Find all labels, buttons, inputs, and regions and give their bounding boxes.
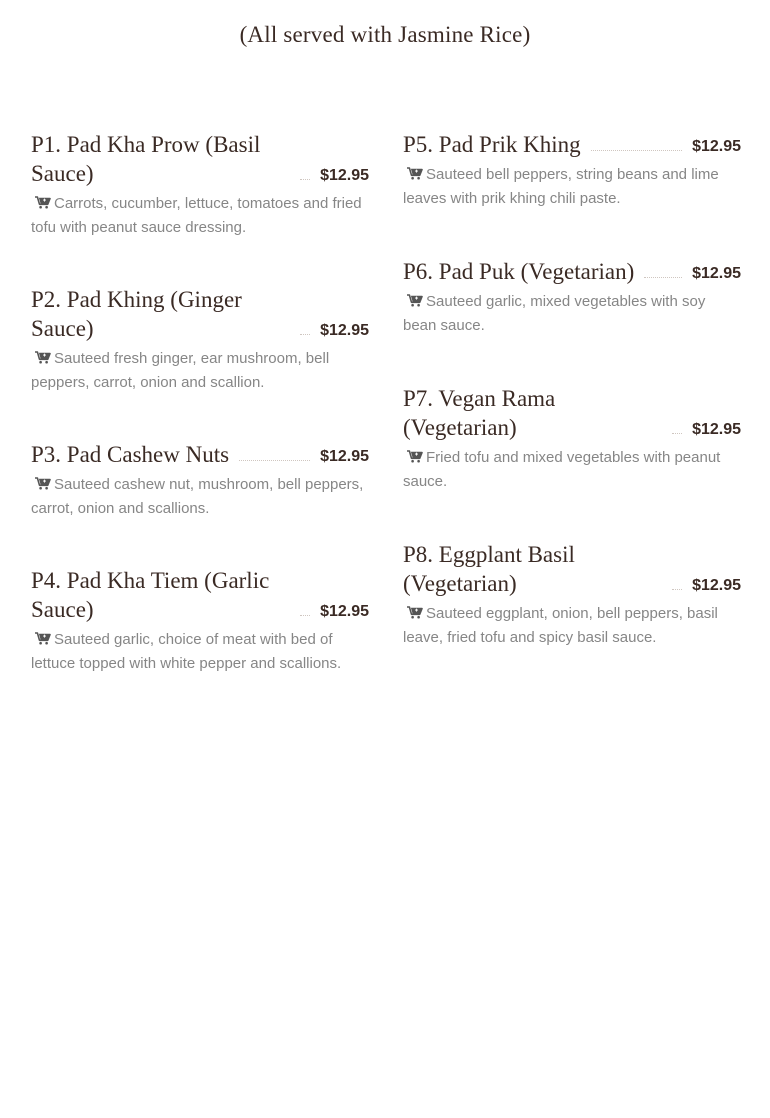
dotted-leader xyxy=(239,460,310,461)
menu-item-price: $12.95 xyxy=(320,448,369,465)
menu-item xyxy=(31,566,369,676)
menu-item-description-text: Sauteed garlic, choice of meat with bed of lettuce topped with white pepper and scallions. xyxy=(31,631,342,672)
dotted-leader xyxy=(591,150,682,151)
menu-item xyxy=(403,257,741,338)
menu-item-description xyxy=(31,628,369,676)
menu-item-header xyxy=(31,440,369,469)
cart-icon[interactable] xyxy=(407,450,423,463)
menu-item-description xyxy=(403,163,741,211)
menu-item-description-text: Carrots, cucumber, lettuce, tomatoes and fried tofu with peanut sauce dressing. xyxy=(31,195,362,236)
menu-item xyxy=(31,130,369,240)
menu-item-price: $12.95 xyxy=(320,322,369,339)
menu-item-description xyxy=(403,602,741,650)
menu-column-right xyxy=(403,130,741,696)
menu-item-name: P1. Pad Kha Prow (Basil Sauce) xyxy=(31,132,261,186)
cart-icon[interactable] xyxy=(407,606,423,619)
menu-item xyxy=(403,130,741,211)
menu-column-left xyxy=(31,130,369,721)
menu-item xyxy=(403,540,741,650)
dotted-leader xyxy=(672,433,682,434)
dotted-leader xyxy=(300,615,310,616)
menu-item-name: P3. Pad Cashew Nuts xyxy=(31,442,230,467)
menu-subtitle: (All served with Jasmine Rice) xyxy=(239,22,531,47)
menu-item-header xyxy=(31,130,369,188)
menu-item-name: P8. Eggplant Basil (Vegetarian) xyxy=(403,542,575,596)
dotted-leader xyxy=(300,179,310,180)
menu-item-price: $12.95 xyxy=(320,603,369,620)
dotted-leader xyxy=(672,589,682,590)
cart-icon[interactable] xyxy=(407,167,423,180)
menu-item-name: P5. Pad Prik Khing xyxy=(403,132,581,157)
menu-item-description xyxy=(403,446,741,494)
menu-item-header xyxy=(403,384,741,442)
menu-item-description-text: Fried tofu and mixed vegetables with peanut sauce. xyxy=(403,449,721,490)
menu-item-header xyxy=(31,285,369,343)
cart-icon[interactable] xyxy=(35,196,51,209)
menu-item-description-text: Sauteed bell peppers, string beans and lime leaves with prik khing chili paste. xyxy=(403,166,719,207)
menu-item-description-text: Sauteed cashew nut, mushroom, bell peppers, carrot, onion and scallions. xyxy=(31,476,364,517)
cart-icon[interactable] xyxy=(35,351,51,364)
menu-item-description-text: Sauteed eggplant, onion, bell peppers, basil leave, fried tofu and spicy basil sauce. xyxy=(403,605,718,646)
cart-icon[interactable] xyxy=(407,294,423,307)
cart-icon[interactable] xyxy=(35,477,51,490)
menu-item xyxy=(31,285,369,395)
menu-item-name: P6. Pad Puk (Vegetarian) xyxy=(403,259,635,284)
dotted-leader xyxy=(644,277,682,278)
menu-item-description xyxy=(31,192,369,240)
menu-item-description xyxy=(31,473,369,521)
menu-item-price: $12.95 xyxy=(692,138,741,155)
menu-item-price: $12.95 xyxy=(692,577,741,594)
menu-item-header xyxy=(403,130,741,159)
menu-item-description xyxy=(403,290,741,338)
menu-item-description-text: Sauteed garlic, mixed vegetables with soy bean sauce. xyxy=(403,293,706,334)
menu-item-price: $12.95 xyxy=(692,265,741,282)
menu-item-header xyxy=(403,540,741,598)
menu-item-name: P7. Vegan Rama (Vegetarian) xyxy=(403,386,556,440)
dotted-leader xyxy=(300,334,310,335)
menu-item-header xyxy=(31,566,369,624)
menu-item xyxy=(403,384,741,494)
menu-item-price: $12.95 xyxy=(692,421,741,438)
menu-item xyxy=(31,440,369,521)
menu-item-description xyxy=(31,347,369,395)
menu-item-name: P4. Pad Kha Tiem (Garlic Sauce) xyxy=(31,568,270,622)
menu-item-name: P2. Pad Khing (Ginger Sauce) xyxy=(31,287,242,341)
cart-icon[interactable] xyxy=(35,632,51,645)
menu-item-price: $12.95 xyxy=(320,167,369,184)
menu-item-description-text: Sauteed fresh ginger, ear mushroom, bell peppers, carrot, onion and scallion. xyxy=(31,350,330,391)
menu-item-header xyxy=(403,257,741,286)
